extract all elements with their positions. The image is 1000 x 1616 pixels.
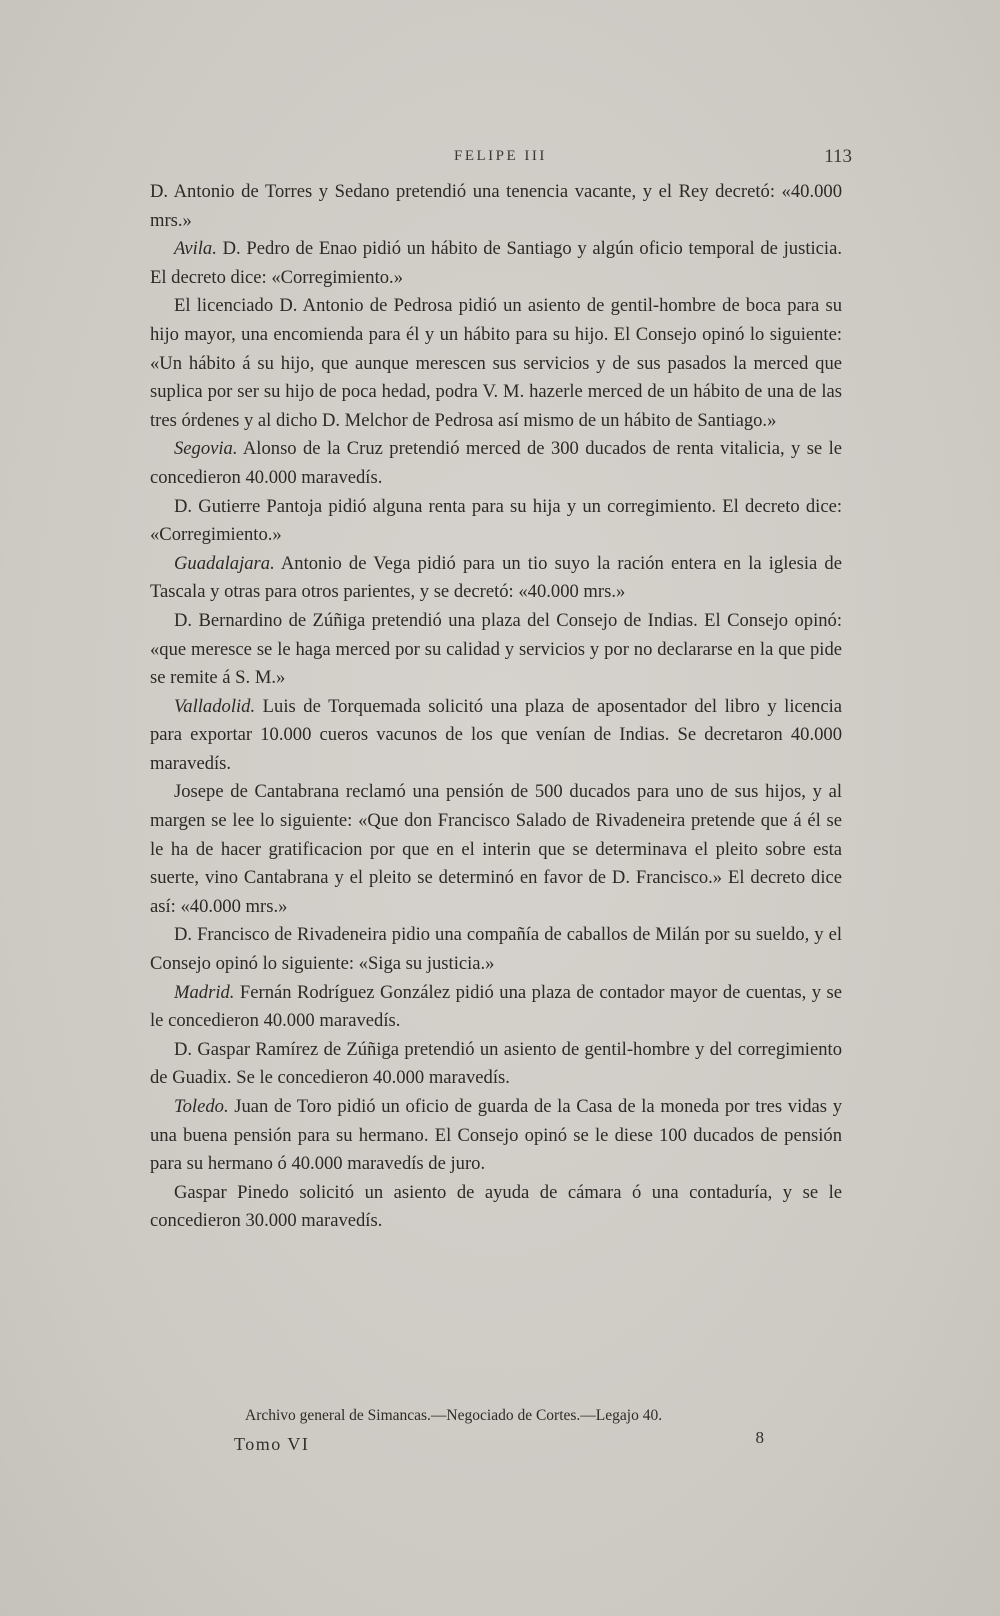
- paragraph-text: Juan de Toro pidió un oficio de guarda de la Casa de la moneda por tres vidas y una buena pensión para su hermano. El Consejo opinó se le diese 100 ducados de pensión para su hermano ó 40.000 maravedís de juro.: [150, 1096, 842, 1175]
- paragraph-text: D. Gutierre Pantoja pidió alguna renta para su hija y un corregimiento. El decreto dice: «Corregimiento.»: [150, 495, 842, 546]
- paragraph: [150, 550, 842, 607]
- paragraph: [150, 778, 842, 921]
- paragraph: [150, 1179, 842, 1236]
- paragraph-text: D. Pedro de Enao pidió un hábito de Santiago y algún oficio temporal de justicia. El decreto dice: «Corregimiento.»: [150, 238, 842, 288]
- paragraph-text: Josepe de Cantabrana reclamó una pensión de 500 ducados para uno de sus hijos, y al margen se lee lo siguiente: «Que don Francisco Salado de Rivadeneira pretende que á él se le ha de hacer gratificacion por que en el interin que se determinava el pleito sobre esta suerte, vino Cantabrana y el pleito se determinó en favor de D. Francisco.» El decreto dice así: «40.000 mrs.»: [150, 781, 842, 917]
- paragraph: [150, 178, 842, 235]
- paragraph: [150, 1093, 842, 1179]
- signature-mark: 8: [755, 1428, 764, 1447]
- paragraph-text: El licenciado D. Antonio de Pedrosa pidió un asiento de gentil-hombre de boca para su hijo mayor, una encomienda para él y un hábito para su hijo. El Consejo opinó lo siguiente: «Un hábito á su hijo, que aunque merescen sus servicios y de sus pasados la merced que suplica por ser su hijo de poca hedad, podra V. M. hazerle merced de un hábito de una de las tres órdenes y al dicho D. Melchor de Pedrosa así mismo de un hábito de Santiago.»: [150, 295, 842, 431]
- place-name: Toledo.: [174, 1096, 229, 1117]
- paragraph: [150, 921, 842, 978]
- paragraph: [150, 235, 842, 292]
- paragraph-text: Alonso de la Cruz pretendió merced de 300 ducados de renta vitalicia, y se le concedieron 40.000 maravedís.: [150, 438, 842, 488]
- volume-label: Tomo VI: [234, 1434, 310, 1454]
- paragraph: [150, 979, 842, 1036]
- paragraph-text: D. Gaspar Ramírez de Zúñiga pretendió un asiento de gentil-hombre y del corregimiento de Guadix. Se le concedieron 40.000 maravedís.: [150, 1038, 842, 1089]
- archive-source-note: Archivo general de Simancas.—Negociado de Cortes.—Legajo 40.: [245, 1407, 663, 1424]
- paragraph-text: Luis de Torquemada solicitó una plaza de aposentador del libro y licencia para exportar 10.000 cueros vacunos de los que venían de Indias. Se decretaron 40.000 maravedís.: [150, 695, 842, 774]
- place-name: Guadalajara.: [174, 552, 275, 574]
- paragraph: [150, 1036, 842, 1093]
- paragraph-text: D. Bernardino de Zúñiga pretendió una plaza del Consejo de Indias. El Consejo opinó: «que meresce se le haga merced por su calidad y servicios y por no declararse en la que pide se remite á S. M.»: [150, 609, 842, 689]
- paragraph: [150, 693, 842, 779]
- place-name: Avila.: [174, 238, 217, 260]
- paragraph-text: Antonio de Vega pidió para un tio suyo la ración entera en la iglesia de Tascala y otras para otros parientes, y se decretó: «40.000 mrs.»: [150, 552, 842, 603]
- paragraph-text: Fernán Rodríguez González pidió una plaza de contador mayor de cuentas, y se le concedieron 40.000 maravedís.: [150, 981, 842, 1032]
- paragraph: [150, 607, 842, 693]
- place-name: Valladolid.: [174, 695, 256, 717]
- paragraph-text: D. Francisco de Rivadeneira pidio una compañía de caballos de Milán por su sueldo, y el Consejo opinó lo siguiente: «Siga su justicia.»: [150, 924, 842, 975]
- running-head: FELIPE III: [454, 148, 547, 164]
- paragraph: [150, 493, 842, 550]
- body-text: [150, 178, 842, 1236]
- paragraph-text: Gaspar Pinedo solicitó un asiento de ayuda de cámara ó una contaduría, y se le concedieron 30.000 maravedís.: [150, 1181, 842, 1232]
- page-number: 113: [824, 146, 852, 167]
- paragraph: [150, 435, 842, 492]
- place-name: Segovia.: [174, 438, 238, 460]
- page-footer: [234, 1428, 764, 1462]
- paragraph: [150, 292, 842, 435]
- page-header: [172, 148, 852, 174]
- place-name: Madrid.: [174, 981, 235, 1003]
- paragraph-text: D. Antonio de Torres y Sedano pretendió una tenencia vacante, y el Rey decretó: «40.000 mrs.»: [150, 181, 842, 231]
